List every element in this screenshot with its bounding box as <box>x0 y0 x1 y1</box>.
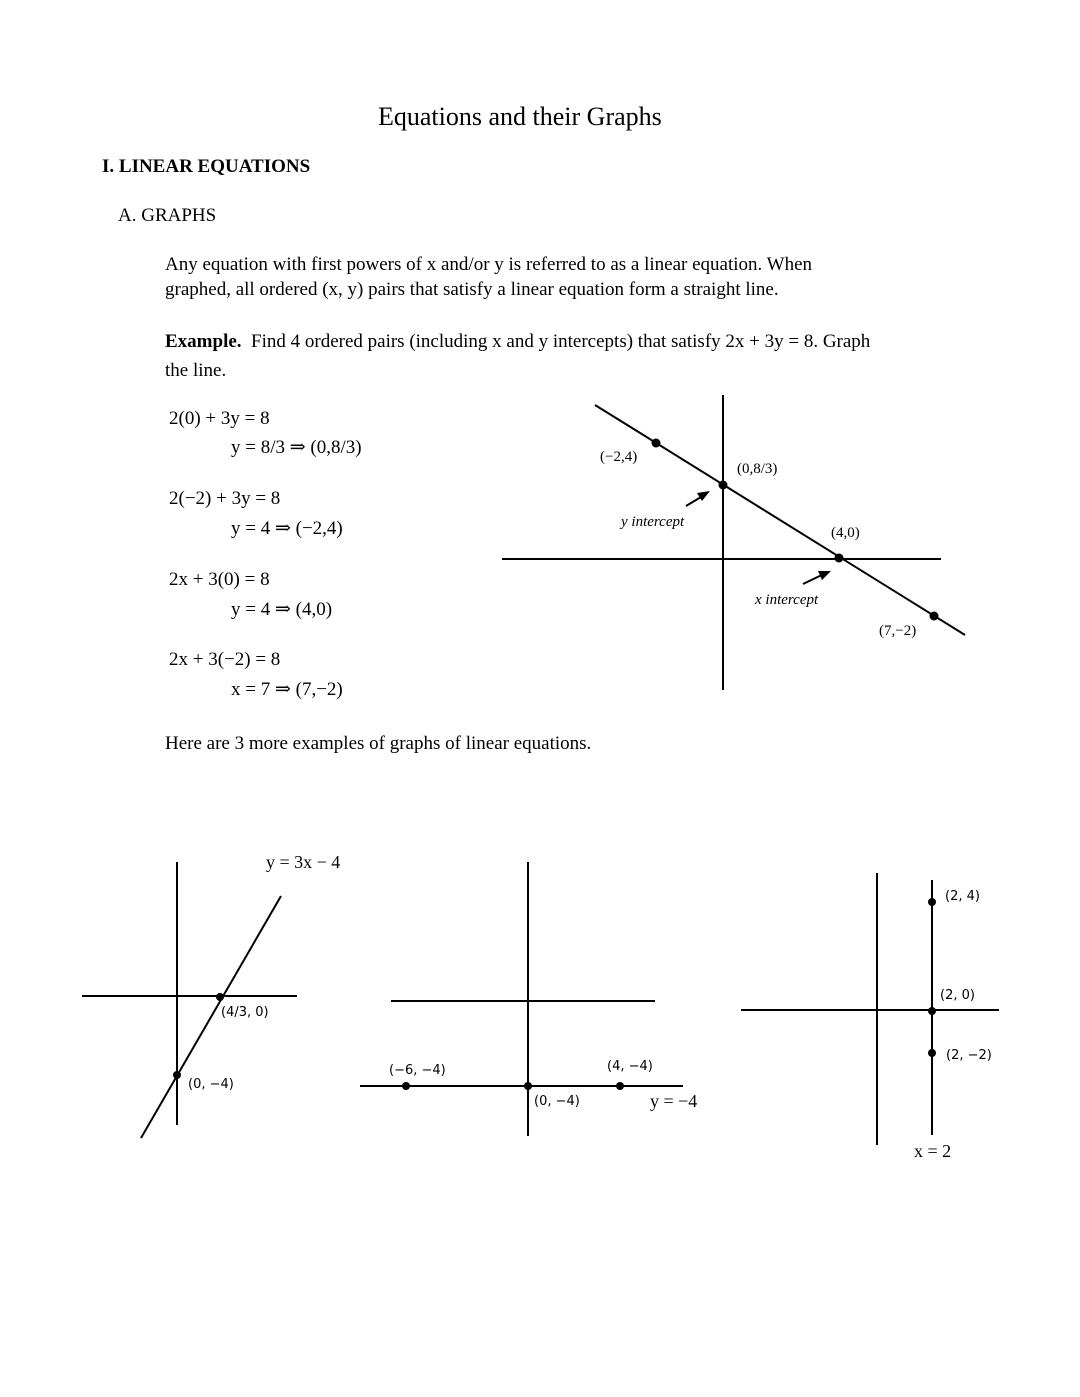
g1-equation: y = 3x − 4 <box>266 852 341 872</box>
label-neg2-4: (−2,4) <box>600 449 638 465</box>
g1-label-0-neg4: (0, −4) <box>188 1077 234 1092</box>
page-title: Equations and their Graphs <box>378 102 662 131</box>
example-text: Find 4 ordered pairs (including x and y intercepts) that satisfy 2x + 3y = 8. Graph <box>251 331 871 352</box>
label-4-0: (4,0) <box>831 525 860 541</box>
x-intercept-label: x intercept <box>755 592 819 608</box>
work-eq-2: 2(−2) + 3y = 8 <box>169 488 281 509</box>
label-0-8-3: (0,8/3) <box>737 461 778 477</box>
subsection-heading: A. GRAPHS <box>118 205 217 226</box>
work-eq-4: 2x + 3(−2) = 8 <box>169 649 281 670</box>
work-res-3: y = 4 ⇒ (4,0) <box>231 599 333 620</box>
g3-equation: x = 2 <box>914 1141 952 1161</box>
g2-label-4-neg4: (4, −4) <box>607 1059 653 1074</box>
work-res-2: y = 4 ⇒ (−2,4) <box>231 518 343 539</box>
y-intercept-label: y intercept <box>621 514 685 530</box>
label-7-neg2: (7,−2) <box>879 623 917 639</box>
work-eq-1: 2(0) + 3y = 8 <box>169 408 270 429</box>
g3-point-2-4 <box>928 898 936 906</box>
work-res-4: x = 7 ⇒ (7,−2) <box>231 679 343 700</box>
g2-label-neg6-neg4: (−6, −4) <box>389 1063 446 1078</box>
intro-line-1: Any equation with first powers of x and/or y is referred to as a linear equation. When <box>165 254 813 275</box>
example-label: Example. <box>165 331 242 352</box>
g3-point-2-neg2 <box>928 1049 936 1057</box>
g3-label-2-neg2: (2, −2) <box>946 1048 992 1063</box>
work-res-1: y = 8/3 ⇒ (0,8/3) <box>231 437 362 458</box>
g1-label-4-3-0: (4/3, 0) <box>221 1005 269 1020</box>
g3-point-2-0 <box>928 1007 936 1015</box>
g3-label-2-0: (2, 0) <box>940 988 975 1003</box>
work-eq-3: 2x + 3(0) = 8 <box>169 569 270 590</box>
g2-equation: y = −4 <box>650 1091 698 1111</box>
g3-label-2-4: (2, 4) <box>945 889 980 904</box>
section-heading: I. LINEAR EQUATIONS <box>102 156 311 177</box>
intro-line-2: graphed, all ordered (x, y) pairs that satisfy a linear equation form a straight line. <box>165 279 779 300</box>
example-text-2: the line. <box>165 360 227 381</box>
g2-label-0-neg4: (0, −4) <box>534 1094 580 1109</box>
more-examples-text: Here are 3 more examples of graphs of linear equations. <box>165 733 592 754</box>
